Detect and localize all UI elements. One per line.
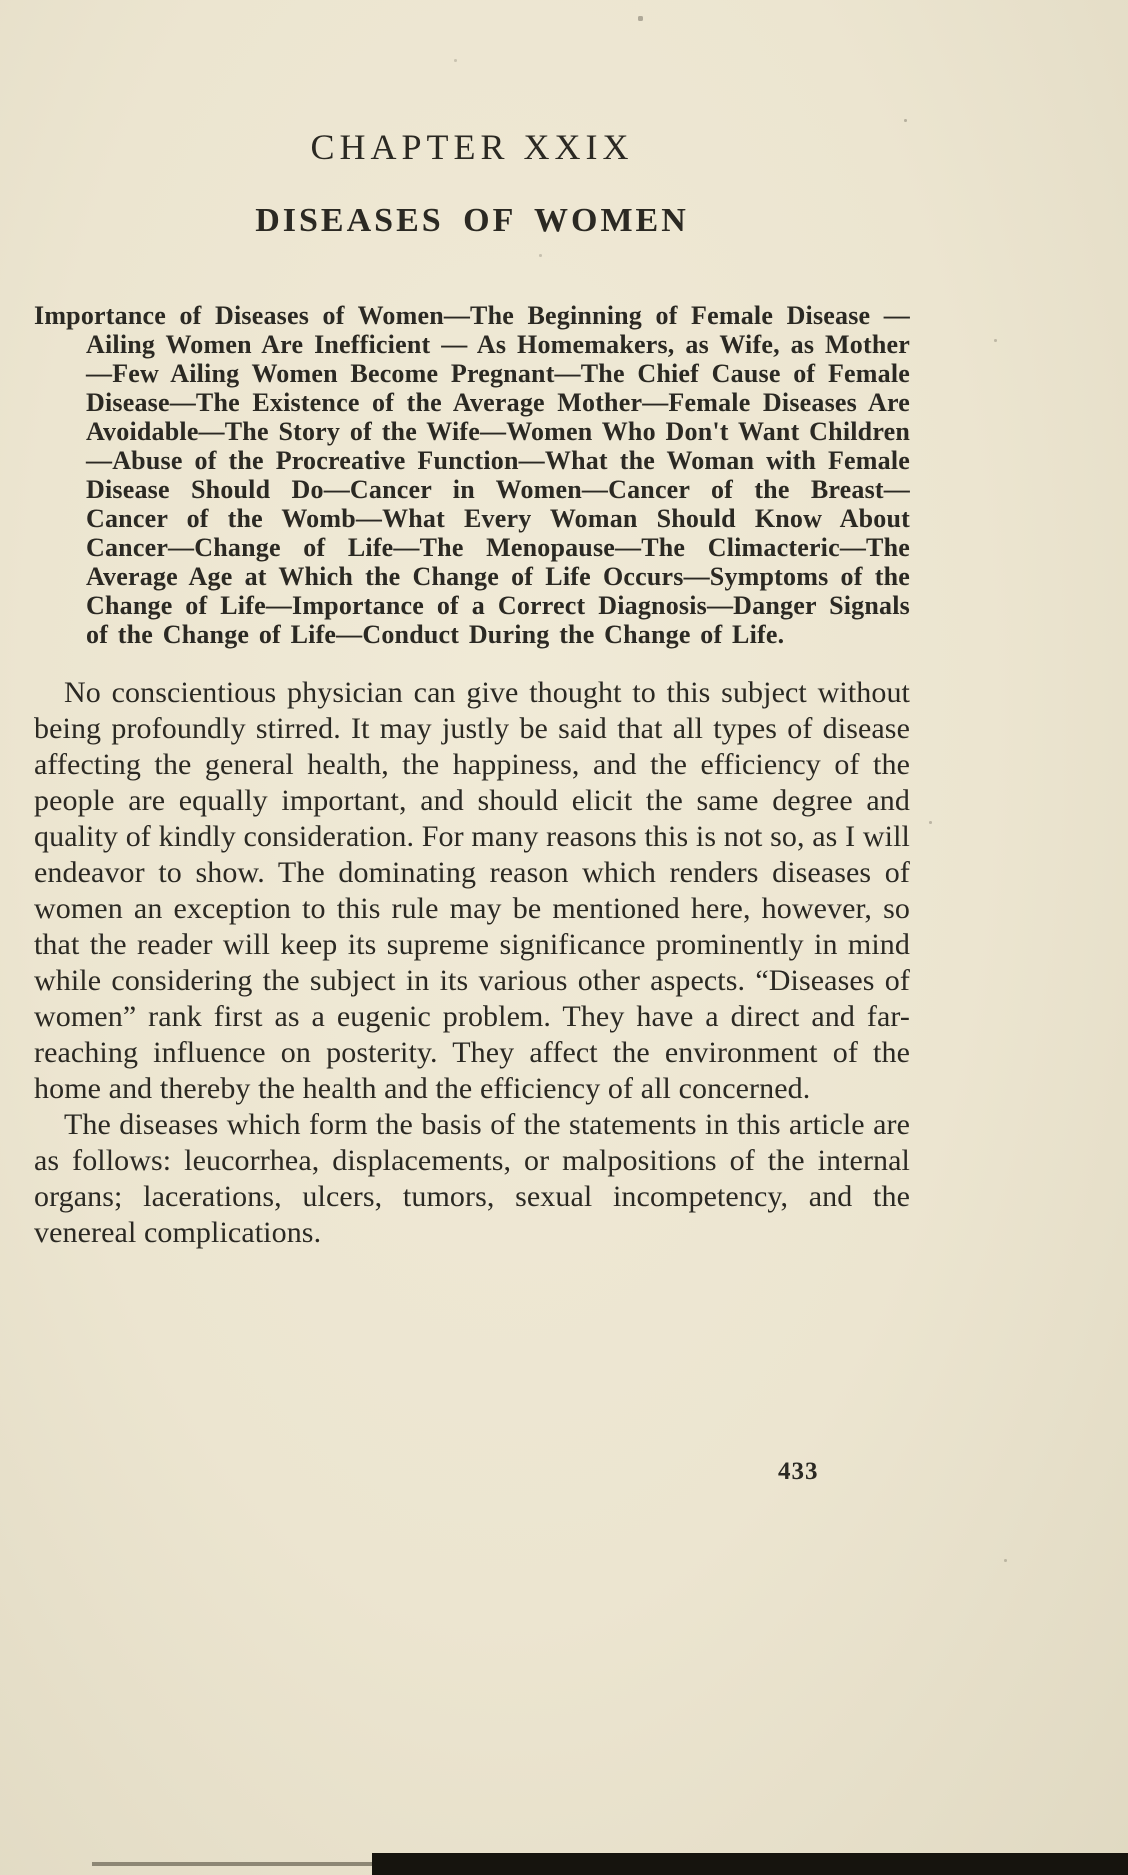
body-paragraph-2: The diseases which form the basis of the statements in this article are as follows: leucorrhea, displacements, or malpositions of the internal organs; lacerations, ulcers, tumors, sexual incompetency, and the venereal complications. [34,1107,910,1249]
page-title: DISEASES OF WOMEN [255,201,689,239]
page-text-block [34,0,910,1251]
scan-noise [0,0,1,1]
page-number: 433 [778,1458,819,1485]
scan-edge-line [92,1862,374,1866]
chapter-heading: CHAPTER XXIX [310,127,634,167]
chapter-synopsis: Importance of Diseases of Women—The Beginning of Female Disease — Ailing Women Are Inefficient — As Homemakers, as Wife, as Mother—Few Ailing Women Become Pregnant—The Chief Cause of Female Disease—The Existence of the Average Mother—Female Diseases Are Avoidable—The Story of the Wife—Women Who Don't Want Children—Abuse of the Procreative Function—What the Woman with Female Disease Should Do—Cancer in Women—Cancer of the Breast—Cancer of the Womb—What Every Woman Should Know About Cancer—Change of Life—The Menopause—The Climacteric—The Average Age at Which the Change of Life Occurs—Symptoms of the Change of Life—Importance of a Correct Diagnosis—Danger Signals of the Change of Life—Conduct During the Change of Life. [34,300,910,649]
body-paragraph-1: No conscientious physician can give thought to this subject without being profoundly stirred. It may justly be said that all types of disease affecting the general health, the happiness, and the efficiency of the people are equally important, and should elicit the same degree and quality of kindly consideration. For many reasons this is not so, as I will endeavor to show. The dominating reason which renders diseases of women an exception to this rule may be mentioned here, however, so that the reader will keep its supreme significance prominently in mind while considering the subject in its various other aspects. “Diseases of women” rank first as a eugenic problem. They have a direct and far-reaching influence on posterity. They affect the environment of the home and thereby the health and the efficiency of all concerned. [34,675,910,1105]
scan-edge-artifact [372,1853,1128,1875]
